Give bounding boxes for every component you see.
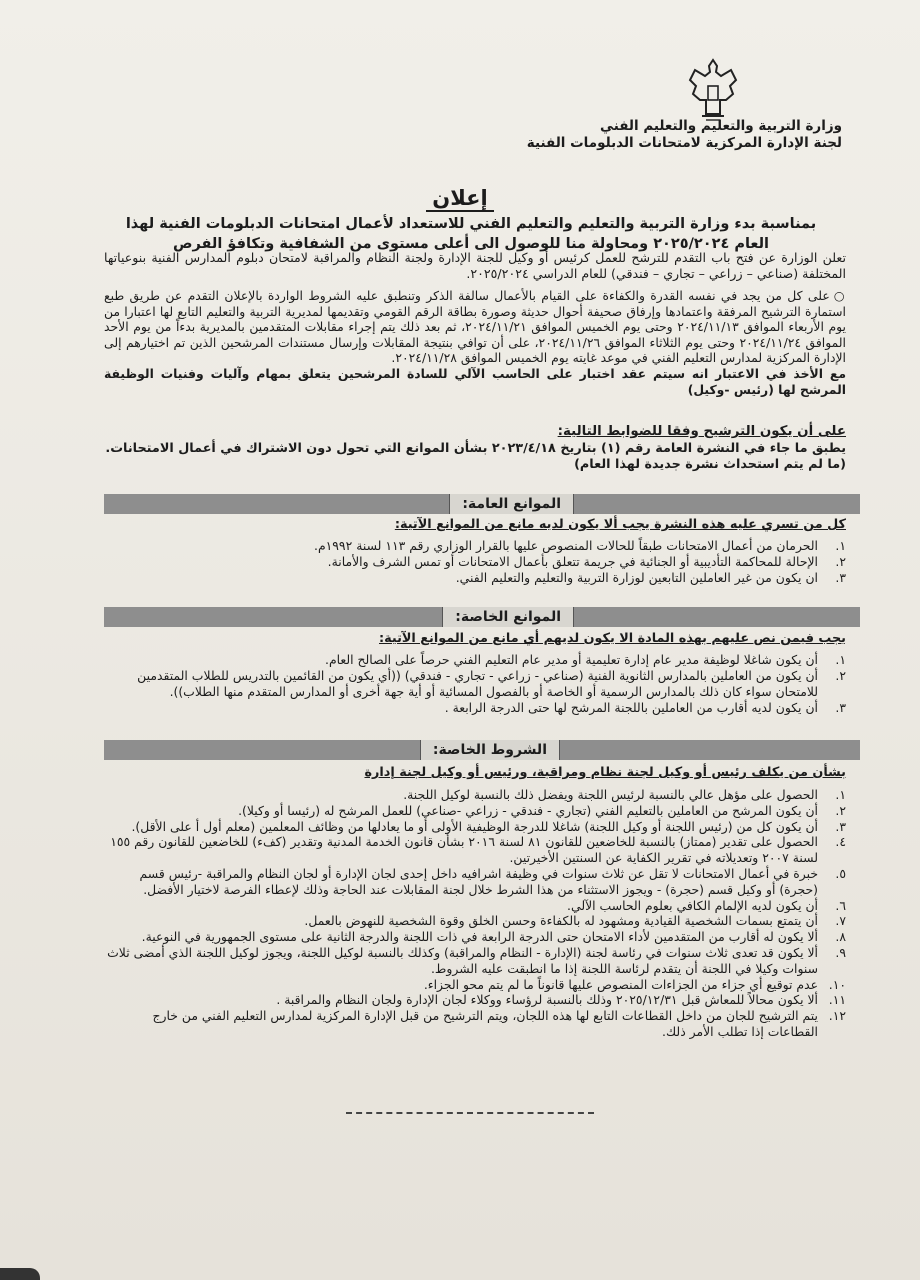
list-item — [104, 538, 846, 554]
list-item — [104, 570, 846, 586]
page-corner-shadow — [0, 1268, 40, 1280]
list-item — [104, 866, 846, 898]
conditions-body: يطبق ما جاء في النشرة العامة رقم (١) بتاريخ ٢٠٢٣/٤/١٨ بشأن الموانع التي تحول دون الاشتراك في أعمال الامتحانات. (ما لم يتم استحداث نشرة جديدة لهذا العام) — [105, 441, 846, 472]
announcement-intro — [104, 250, 846, 282]
list-item — [104, 652, 846, 668]
list-item — [104, 668, 846, 700]
item-number: ١. — [835, 538, 846, 553]
item-number: ٣. — [835, 570, 846, 585]
item-number: ١١. — [828, 992, 846, 1008]
item-text: أن يكون المرشح من العاملين بالتعليم الفني (تجاري - فندقي - زراعي -صناعي) للعمل المرشح له (رئيسا أو وكيلا). — [238, 802, 818, 818]
item-number: ٩. — [835, 944, 846, 960]
item-text: ان يكون من غير العاملين التابعين لوزارة التربية والتعليم والتعليم الفني. — [455, 570, 818, 585]
special-conditions-list — [104, 787, 846, 1040]
item-text: أن يتمتع بسمات الشخصية القيادية ومشهود له بالكفاءة وحسن الخلق وقوة الشخصية للنهوض بالعمل. — [304, 913, 818, 929]
item-text: الحصول على تقدير (ممتاز) بالنسبة للخاضعين للقانون ٨١ لسنة ٢٠١٦ بشأن قانون الخدمة المدنية وتقدير (كفء) للخاضعين للقانون رقم ١٥٥ لسنة ٢٠٠٧ وتعديلاته في تقرير الكفاية عن السنتين الأخيرتين. — [110, 834, 818, 866]
general-obstacles-label: الموانع العامة: — [449, 494, 574, 514]
special-obstacles-list — [104, 652, 846, 716]
item-number: ٤. — [835, 834, 846, 850]
list-item — [104, 819, 846, 835]
conditions-heading: على أن يكون الترشيح وفقا للضوابط التالية: — [557, 424, 846, 439]
bullet-bold-note: مع الأخذ في الاعتبار انه سيتم عقد اختبار على الحاسب الآلي للسادة المرشحين يتعلق بمهام وآليات وفنيات الوظيفة المرشح لها (رئيس -وكيل) — [104, 365, 846, 397]
bullet-mark: ○ — [833, 288, 847, 303]
list-item — [104, 945, 846, 977]
item-number: ٨. — [835, 929, 846, 945]
special-conditions-label: الشروط الخاصة: — [420, 740, 560, 760]
list-item — [104, 913, 846, 929]
ministry-line-1: وزارة التربية والتعليم والتعليم الفني — [600, 118, 842, 134]
item-text: يتم الترشيح للجان من داخل القطاعات التابع لها هذه اللجان، ويتم الترشيح من قبل الإدارة المركزية لمدارس التعليم الفني من خارج القطاعات إذا تطلب الأمر ذلك. — [152, 1008, 818, 1039]
item-number: ١. — [835, 787, 846, 802]
list-item — [104, 977, 846, 993]
list-item — [104, 929, 846, 945]
bullet-text: على كل من يجد في نفسه القدرة والكفاءة على القيام بالأعمال سالفة الذكر وتنطبق عليه الشروط الواردة بالإعلان التقدم عن طريق طبع استمارة الترشيح المرفقة واعتمادها وإرفاق صحيفة أحوال حديثة وصورة بطاقة الرقم القومي وتقديمها لمديرية التربية والتعليم التابع لها اعتبارا من يوم الأربعاء الموافق ٢٠٢٤/١١/١٣ وحتى يوم الخميس الموافق ٢٠٢٤/١١/٢١، ثم بعد ذلك يتم إجراء مقابلات المتقدمين بالمديرية بدءاً من يوم الأحد الموافق ٢٠٢٤/١١/٢٤ وحتى يوم الثلاثاء الموافق ٢٠٢٤/١١/٢٦، على أن توافي بنتيجة المقابلات وإرسال مستندات المرشحين الذين تم اختيارهم إلى الإدارة المركزية لمدارس التعليم الفني في موعد غايته يوم الخميس الموافق ٢٠٢٤/١١/٢٨. — [104, 288, 846, 366]
list-item — [104, 787, 846, 803]
general-obstacles-heading: كل من تسري عليه هذه النشرة يجب ألا يكون لديه مانع من الموانع الآتية: — [394, 517, 846, 532]
item-number: ٢. — [835, 668, 846, 683]
item-number: ٣. — [835, 818, 846, 834]
special-obstacles-heading: يجب فيمن نص عليهم بهذه المادة الا يكون لديهم أي مانع من الموانع الآتية: — [379, 631, 846, 646]
item-number: ٧. — [835, 913, 846, 929]
announcement-subtitle: بمناسبة بدء وزارة التربية والتعليم والتعليم الفني للاستعداد لأعمال امتحانات الدبلومات الفنية لهذا العام ٢٠٢٥/٢٠٢٤ ومحاولة منا للوصول الى أعلى مستوى من الشفافية وتكافؤ الفرص — [125, 216, 817, 252]
item-text: الحرمان من أعمال الامتحانات طبقاً للحالات المنصوص عليها بالقرار الوزاري رقم ١١٣ لسنة ١٩٩٢م. — [314, 538, 818, 553]
item-number: ٢. — [835, 802, 846, 818]
item-number: ٥. — [835, 865, 846, 881]
list-item — [104, 554, 846, 570]
list-item — [104, 803, 846, 819]
item-number: ١٠. — [828, 976, 846, 992]
item-number: ٣. — [835, 700, 846, 715]
list-item — [104, 992, 846, 1008]
announcement-title: إعلان — [426, 186, 493, 212]
item-text: أن يكون شاغلا لوظيفة مدير عام إدارة تعليمية أو مدير عام التعليم الفني حرصاً على الصالح العام. — [325, 652, 818, 667]
list-item — [104, 898, 846, 914]
special-obstacles-label: الموانع الخاصة: — [442, 607, 574, 627]
item-text: الإحالة للمحاكمة التأديبية أو الجنائية في جريمة تتعلق بأعمال الامتحانات أو تمس الشرف والأمانة. — [327, 554, 818, 569]
general-obstacles-list — [104, 538, 846, 586]
item-number: ١. — [835, 652, 846, 667]
ministry-header — [527, 118, 842, 152]
list-item — [104, 1008, 846, 1040]
item-text: أن يكون من العاملين بالمدارس الثانوية الفنية (صناعي - زراعي - تجاري - فندقي) ((أي يكون من القائمين بالتدريس للطلاب المتقدمين للامتحان سواء كان ذلك بالمدارس الرسمية أو الخاصة أو بالفصول المسائية أو أية جهة أخرى أو المدارس المتقدم منها الطلاب)). — [137, 668, 818, 699]
ministry-line-2: لجنة الإدارة المركزية لامتحانات الدبلومات الفنية — [526, 135, 842, 151]
item-text: أن يكون كل من (رئيس اللجنة أو وكيل اللجنة) شاغلا للدرجة الوظيفية الأولى أو ما يعادلها من وظائف المعلمين (معلم أول أ على الأقل). — [131, 818, 818, 834]
item-text: خبرة في أعمال الامتحانات لا تقل عن ثلاث سنوات في وظيفة اشرافيه داخل إحدى لجان الإدارة أو لجان النظام والمراقبة -رئيس قسم (حجرة) أو وكيل قسم (حجرة) - ويجوز الاستثناء من هذا الشرط خلال لجنة المقابلات عند الحاجة وذلك لإعطاء الفرصة لاختيار الأفضل. — [139, 865, 818, 897]
item-text: أن يكون لديه الإلمام الكافي بعلوم الحاسب الآلي. — [567, 897, 818, 913]
list-item — [104, 700, 846, 716]
item-text: ألا يكون قد تعدى ثلاث سنوات في رئاسة لجنة (الإدارة - النظام والمراقبة) وكذلك بالنسبة لوكيل اللجنة، ويجوز لوكيل اللجنة الذي أمضى ثلاث سنوات وكيلا في اللجنة أن يتقدم لرئاسة اللجنة إذا ما انطبقت عليه الشروط. — [107, 944, 818, 976]
intro-paragraph: تعلن الوزارة عن فتح باب التقدم للترشح للعمل كرئيس أو وكيل للجنة الإدارة ولجنة النظام والمراقبة لامتحان دبلوم المدارس الفنية بنوعياتها المختلفة (صناعي – زراعي – تجاري – فندقي) للعام الدراسي ٢٠٢٥/٢٠٢٤. — [104, 250, 846, 281]
announcement-bullet — [104, 288, 846, 397]
item-text: ألا يكون له أقارب من المتقدمين لأداء الامتحان حتى الدرجة الرابعة في ذات اللجنة والدرجة الثانية على مستوى الجمهورية في النوعية. — [141, 929, 818, 945]
item-text: أن يكون لديه أقارب من العاملين باللجنة المرشح لها حتى الدرجة الرابعة . — [444, 700, 818, 715]
item-text: عدم توقيع أي جزاء من الجزاءات المنصوص عليها قانوناً ما لم يتم محو الجزاء. — [423, 976, 818, 992]
item-text: ألا يكون محالاً للمعاش قبل ٢٠٢٥/١٢/٣١ وذلك بالنسبة لرؤساء ووكلاء لجان الإدارة ولجان النظام والمراقبة . — [276, 992, 818, 1008]
item-text: الحصول على مؤهل عالي بالنسبة لرئيس اللجنة ويفضل ذلك بالنسبة لوكيل اللجنة. — [403, 787, 818, 802]
item-number: ١٢. — [828, 1008, 846, 1024]
eagle-emblem-icon — [686, 56, 740, 122]
item-number: ٢. — [835, 554, 846, 569]
item-number: ٦. — [835, 897, 846, 913]
announcement-title-wrap — [0, 186, 920, 210]
special-conditions-heading: بشأن من يكلف رئيس أو وكيل لجنة نظام ومراقبة، ورئيس أو وكيل لجنة إدارة — [364, 765, 846, 780]
list-item — [104, 834, 846, 866]
closing-dashed-divider — [346, 1112, 594, 1114]
